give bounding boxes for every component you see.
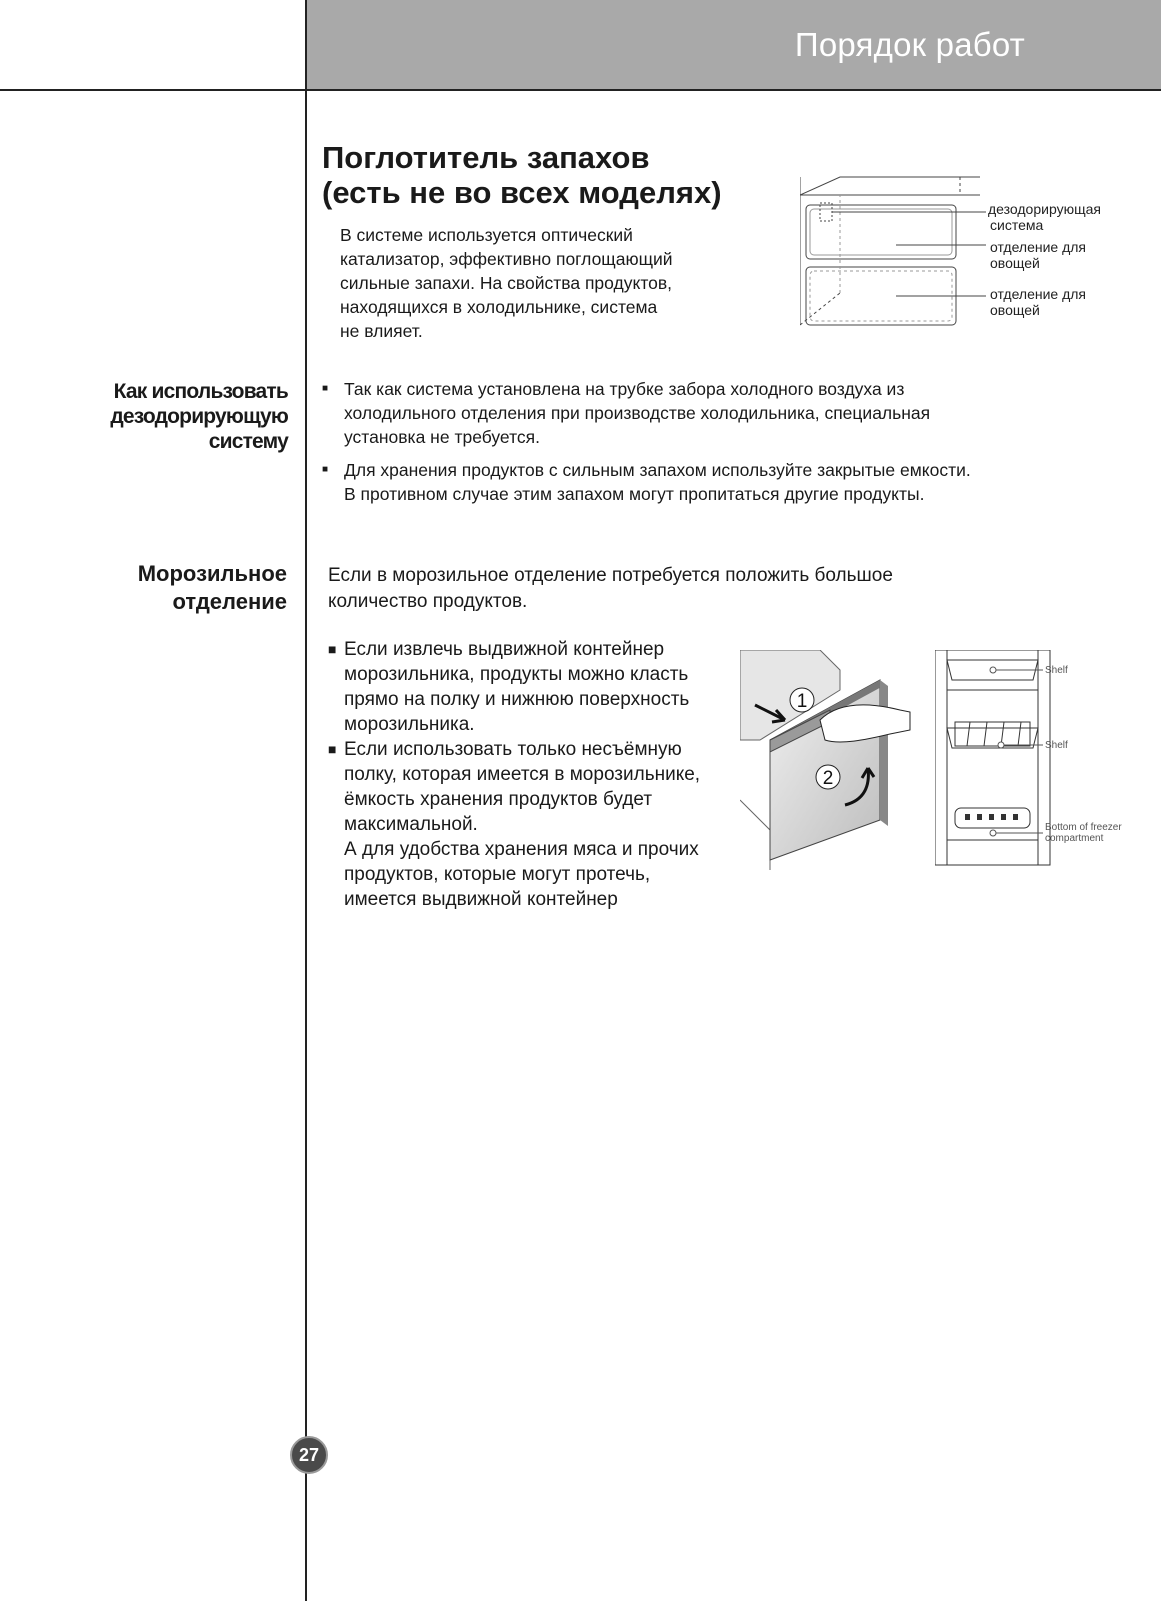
item-line: максимальной. — [344, 814, 478, 835]
leader-dot — [990, 667, 996, 673]
label-bottom: Bottom of freezer — [1045, 822, 1122, 833]
item-line: морозильника. — [344, 714, 475, 735]
heading-line: Как использовать — [113, 380, 288, 403]
label-deodorizer — [988, 201, 1105, 233]
title-line: Поглотитель запахов — [322, 140, 650, 175]
freezer-shelves-diagram — [935, 650, 1150, 870]
bullet-line: Для хранения продуктов с сильным запахом используйте закрытые емкости. — [344, 460, 971, 480]
label-line: овощей — [990, 255, 1040, 271]
freezer-items — [328, 637, 728, 912]
intro-line: катализатор, эффективно поглощающий — [340, 249, 673, 269]
intro-line: не влияет. — [340, 321, 423, 341]
item-line: Если извлечь выдвижной контейнер — [344, 639, 665, 660]
freezer-intro — [328, 563, 893, 615]
freezer-item — [328, 737, 728, 912]
step-2-number: 2 — [822, 768, 834, 789]
intro-line: В системе используется оптический — [340, 225, 633, 245]
intro-paragraph — [340, 223, 740, 343]
label-line: система — [990, 217, 1044, 233]
bullet-mark: ■ — [322, 464, 329, 475]
vertical-divider — [305, 0, 307, 1601]
item-line: прямо на полку и нижнюю поверхность — [344, 689, 690, 710]
section-heading-howto — [110, 379, 288, 454]
heading-line: Морозильное — [137, 561, 287, 586]
label-vegetable-2 — [990, 286, 1090, 318]
intro-line: количество продуктов. — [328, 591, 528, 612]
leader-dot — [998, 742, 1004, 748]
item-line: А для удобства хранения мяса и прочих — [344, 839, 699, 860]
section-heading-freezer — [138, 560, 287, 616]
drawer-removal-illustration — [740, 650, 930, 880]
header-band — [307, 0, 1161, 89]
page-number: 27 — [290, 1436, 328, 1474]
item-line: полку, которая имеется в морозильнике, — [344, 764, 701, 785]
label-line: отделение для — [990, 286, 1087, 302]
label-line: овощей — [990, 302, 1040, 318]
title-line: (есть не во всех моделях) — [322, 175, 722, 210]
intro-line: Если в морозильное отделение потребуется положить большое — [328, 565, 893, 586]
bullet-mark: ■ — [322, 383, 329, 394]
bullet-line: установка не требуется. — [344, 427, 540, 447]
item-line: морозильника, продукты можно класть — [344, 664, 689, 685]
deodorizer-diagram — [800, 175, 1140, 345]
bullet-line: холодильного отделения при производстве холодильника, специальная — [344, 403, 931, 423]
leader-dot — [990, 830, 996, 836]
item-line: имеется выдвижной контейнер — [344, 889, 618, 910]
heading-line: дезодорирующую — [110, 405, 288, 428]
bullet-mark: ■ — [328, 741, 337, 757]
intro-line: сильные запахи. На свойства продуктов, — [340, 273, 673, 293]
freezer-item — [328, 637, 728, 737]
page-title — [322, 140, 722, 210]
intro-line: находящихся в холодильнике, система — [340, 297, 658, 317]
header-title: Порядок работ — [794, 26, 1025, 63]
bullet-line: Так как система установлена на трубке забора холодного воздуха из — [344, 379, 905, 399]
label-bottom-line2: compartment — [1045, 833, 1104, 844]
label-line: дезодорирующая — [988, 201, 1101, 217]
label-line: отделение для — [990, 239, 1087, 255]
bullet-mark: ■ — [328, 641, 337, 657]
heading-line: отделение — [172, 589, 287, 614]
bullet-item — [322, 377, 1122, 449]
label-vegetable-1 — [990, 239, 1090, 271]
bullet-line: В противном случае этим запахом могут пропитаться другие продукты. — [344, 484, 925, 504]
bullet-item — [322, 458, 1122, 506]
heading-line: систему — [208, 430, 288, 453]
item-line: ёмкость хранения продуктов будет — [344, 789, 653, 810]
horizontal-divider — [0, 89, 1161, 91]
step-1-number: 1 — [796, 691, 808, 712]
item-line: продуктов, которые могут протечь, — [344, 864, 651, 885]
label-shelf-top: Shelf — [1045, 665, 1068, 676]
label-shelf-middle: Shelf — [1045, 740, 1068, 751]
howto-bullets — [322, 377, 1122, 515]
item-line: Если использовать только несъёмную — [344, 739, 682, 760]
